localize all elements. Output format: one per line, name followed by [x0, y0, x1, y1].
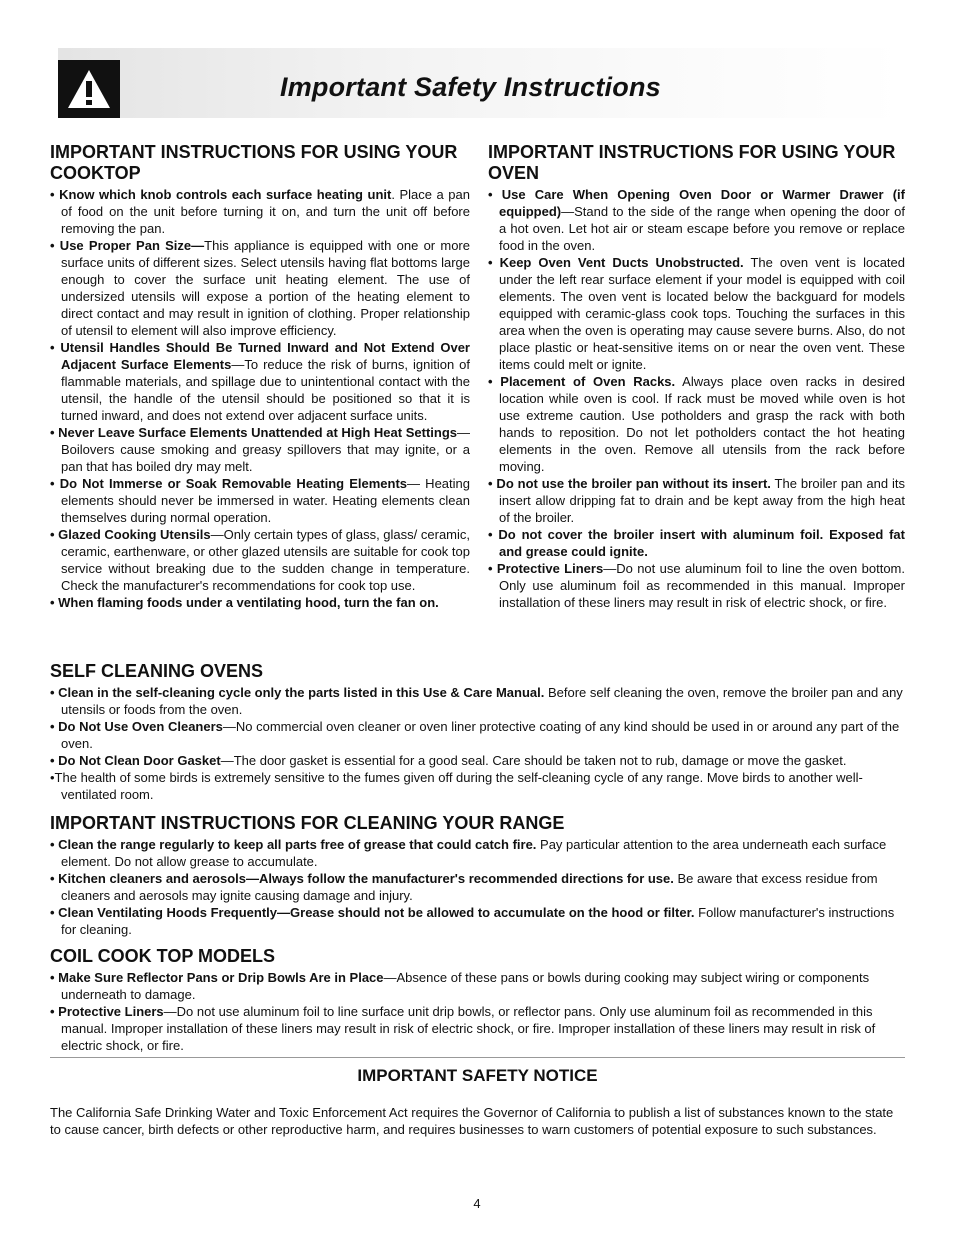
list-item	[50, 594, 470, 611]
list-item-lead: • Utensil Handles Should Be Turned Inward and Not Extend Over Adjacent Surface Elements	[50, 340, 470, 372]
coil-section	[50, 946, 905, 1054]
list-item	[50, 684, 905, 718]
list-item-text: This appliance is equipped with one or more surface units of different sizes. Select utensils having flat bottoms large enough to cover the surface unit heating element. The use of undersized utensils will expose a portion of the heating element to direct contact and may result in ignition of clothing. Proper relationship of utensil to element will also improve efficiency.	[61, 238, 470, 338]
section-divider	[50, 1057, 905, 1058]
list-item-text: —Do not use aluminum foil to line surface unit drip bowls, or reflector pans. Only use aluminum foil as recommended in this manual. Improper installation of these liners may result in risk of electric shock, or fire. Improper installation of these liners may result in risk of electric shock, or fire.	[61, 1004, 876, 1053]
list-item	[488, 526, 905, 560]
list-item-text: Follow manufacturer's instructions for cleaning.	[61, 905, 895, 937]
list-item-lead: • Do not use the broiler pan without its insert.	[488, 476, 771, 491]
list-item-lead: • Use Proper Pan Size—	[50, 238, 205, 253]
list-item	[50, 769, 905, 803]
list-item-lead: • Use Care When Opening Oven Door or Warmer Drawer (if equipped)	[488, 187, 905, 219]
list-item	[488, 560, 905, 611]
list-item-lead: • Clean the range regularly to keep all parts free of grease that could catch fire.	[50, 837, 537, 852]
coil-list	[50, 969, 905, 1054]
list-item-lead: • Glazed Cooking Utensils	[50, 527, 211, 542]
list-item	[488, 475, 905, 526]
header-banner	[58, 48, 904, 118]
cooktop-section	[50, 142, 470, 611]
list-item-text: —Only certain types of glass, glass/ ceramic, ceramic, earthenware, or other glazed utensils are suitable for cook top service without breaking due to the sudden change in temperature. Check the manufacturer's recommendations for cook top use.	[61, 527, 470, 593]
oven-section	[488, 142, 905, 611]
cooktop-heading: IMPORTANT INSTRUCTIONS FOR USING YOUR COOKTOP	[50, 142, 458, 183]
self-cleaning-section	[50, 661, 905, 803]
list-item-text: —To reduce the risk of burns, ignition of flammable materials, and spillage due to unintentional contact with the utensil, the handle of the utensil should be positioned so that it is turned inward, and does not extend over adjacent surface units.	[61, 357, 470, 423]
list-item-lead: • Kitchen cleaners and aerosols—Always follow the manufacturer's recommended directions for use.	[50, 871, 674, 886]
list-item-lead: • Placement of Oven Racks.	[488, 374, 676, 389]
list-item-text: Before self cleaning the oven, remove the broiler pan and any utensils or foods from the oven.	[61, 685, 903, 717]
notice-heading: IMPORTANT SAFETY NOTICE	[357, 1066, 598, 1085]
list-item-text: Be aware that excess residue from cleaners and aerosols may ignite causing damage and injury.	[61, 871, 878, 903]
list-item-lead: • Do not cover the broiler insert with aluminum foil. Exposed fat and grease could ignite.	[488, 527, 905, 559]
cleaning-range-heading: IMPORTANT INSTRUCTIONS FOR CLEANING YOUR RANGE	[50, 813, 565, 833]
page-number: 4	[473, 1196, 481, 1211]
list-item-text: — Heating elements should never be immersed in water. Heating elements clean themselves during normal operation.	[61, 476, 470, 525]
warning-triangle-icon	[58, 60, 120, 118]
list-item	[50, 836, 905, 870]
list-item	[50, 718, 905, 752]
list-item-text: The oven vent is located under the left rear surface element if your model is equipped with coil elements. The oven vent is located below the backguard for models equipped with ceramic-glass cook tops. Touching the surfaces in this area when the oven is operating may cause severe burns. Also, do not place plastic or heat-sensitive items on or near the oven vent. These items could melt or ignite.	[499, 255, 905, 372]
list-item-lead: • Do Not Use Oven Cleaners	[50, 719, 223, 734]
oven-heading: IMPORTANT INSTRUCTIONS FOR USING YOUR OVEN	[488, 142, 896, 183]
list-item-lead: • Clean in the self-cleaning cycle only the parts listed in this Use & Care Manual.	[50, 685, 545, 700]
list-item-text: —Boilovers cause smoking and greasy spillovers that may ignite, or a pan that has boiled dry may melt.	[61, 425, 470, 474]
list-item-text: . Place a pan of food on the unit before turning it on, and turn the unit off before removing the pan.	[61, 187, 470, 236]
list-item	[50, 870, 905, 904]
cleaning-range-section	[50, 813, 905, 938]
list-item	[50, 904, 905, 938]
list-item	[50, 752, 905, 769]
list-item-text: —No commercial oven cleaner or oven liner protective coating of any kind should be used in or around any part of the oven.	[61, 719, 900, 751]
coil-heading: COIL COOK TOP MODELS	[50, 946, 276, 966]
oven-list	[488, 186, 905, 611]
list-item	[50, 186, 470, 237]
list-item	[488, 254, 905, 373]
list-item	[488, 186, 905, 254]
list-item-lead: • Keep Oven Vent Ducts Unobstructed.	[488, 255, 744, 270]
list-item	[488, 373, 905, 475]
list-item-lead: • Know which knob controls each surface heating unit	[50, 187, 392, 202]
list-item-lead: • When flaming foods under a ventilating hood, turn the fan on.	[50, 595, 439, 610]
list-item	[50, 475, 470, 526]
self-cleaning-list	[50, 684, 905, 803]
list-item-lead: • Do Not Clean Door Gasket	[50, 753, 221, 768]
cleaning-range-list	[50, 836, 905, 938]
list-item	[50, 339, 470, 424]
list-item-lead: • Protective Liners	[50, 1004, 164, 1019]
list-item	[50, 237, 470, 339]
list-item-text: —Stand to the side of the range when opening the door of a hot oven. Let hot air or steam escape before you remove or replace food in the oven.	[499, 204, 905, 253]
list-item	[50, 1003, 905, 1054]
list-item	[50, 969, 905, 1003]
page-title: Important Safety Instructions	[280, 72, 661, 102]
list-item-lead: • Make Sure Reflector Pans or Drip Bowls Are in Place	[50, 970, 384, 985]
self-cleaning-heading: SELF CLEANING OVENS	[50, 661, 264, 681]
list-item-text: •The health of some birds is extremely sensitive to the fumes given off during the self-cleaning cycle of any range. Move birds to another well-ventilated room.	[50, 770, 863, 802]
list-item-text: —Absence of these pans or bowls during cooking may subject wiring or components underneath to damage.	[61, 970, 870, 1002]
list-item-text: Pay particular attention to the area underneath each surface element. Do not allow grease to accumulate.	[61, 837, 887, 869]
list-item-text: —The door gasket is essential for a good seal. Care should be taken not to rub, damage or move the gasket.	[220, 753, 847, 768]
list-item	[50, 526, 470, 594]
list-item-text: —Do not use aluminum foil to line the oven bottom. Only use aluminum foil as recommended in this manual. Improper installation of these liners may result in risk of electric shock, or fire.	[499, 561, 905, 610]
list-item-lead: • Never Leave Surface Elements Unattended at High Heat Settings	[50, 425, 457, 440]
list-item-text: Always place oven racks in desired location while oven is cool. If rack must be moved while oven is hot use extreme caution. Use potholders and grasp the rack with both hands to reposition. Do not let potholders contact the hot heating elements in the oven. Remove all utensils from the rack before moving.	[499, 374, 905, 474]
list-item-text: The broiler pan and its insert allow dripping fat to drain and be kept away from the high heat of the broiler.	[499, 476, 905, 525]
list-item-lead: • Do Not Immerse or Soak Removable Heating Elements	[50, 476, 408, 491]
cooktop-list	[50, 186, 470, 611]
list-item-lead: • Protective Liners	[488, 561, 604, 576]
list-item	[50, 424, 470, 475]
list-item-lead: • Clean Ventilating Hoods Frequently—Grease should not be allowed to accumulate on the hood or filter.	[50, 905, 695, 920]
notice-body: The California Safe Drinking Water and Toxic Enforcement Act requires the Governor of California to publish a list of substances known to the state to cause cancer, birth defects or other reproductive harm, and requires businesses to warn customers of potential exposure to such substances.	[50, 1105, 894, 1137]
